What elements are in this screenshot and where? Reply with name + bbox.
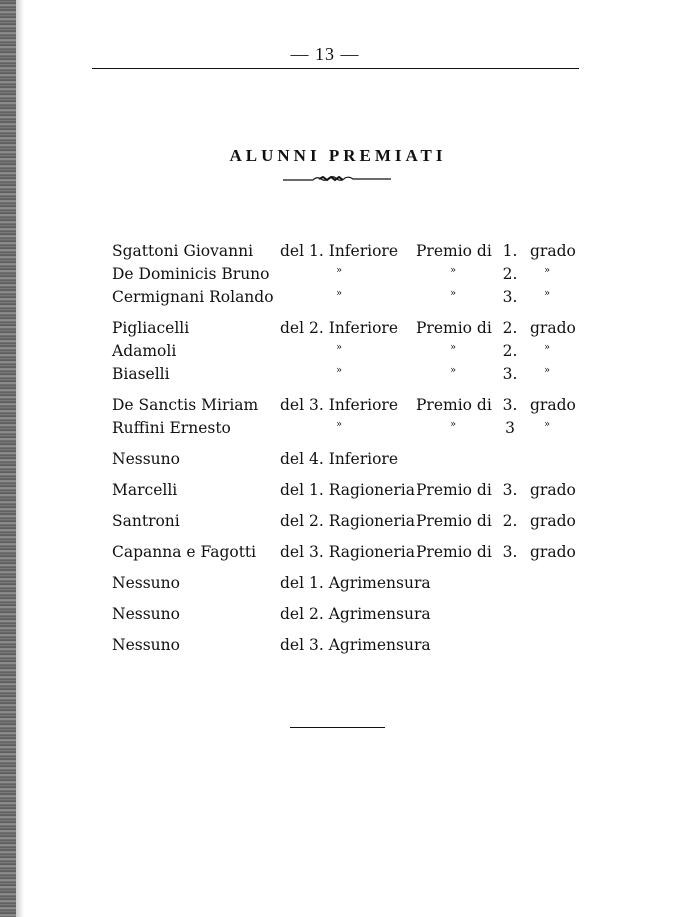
- grade-ditto-mark: »: [543, 265, 551, 276]
- student-name: Biaselli: [112, 365, 170, 383]
- class-ditto-mark: »: [336, 265, 343, 276]
- class-name: del 4. Inferiore: [280, 450, 398, 468]
- award-row: [112, 242, 592, 265]
- award-row: [112, 543, 592, 566]
- award-row: [112, 265, 592, 288]
- grade-ditto-mark: »: [543, 365, 551, 376]
- prize-ditto-mark: »: [450, 265, 457, 276]
- student-name: Nessuno: [112, 636, 180, 654]
- prize-degree: 2.: [502, 265, 518, 283]
- award-row: [112, 396, 592, 419]
- class-name: del 1. Ragioneria: [280, 481, 415, 499]
- class-ditto-mark: »: [336, 365, 343, 376]
- student-name: Nessuno: [112, 450, 180, 468]
- prize-label: Premio di: [416, 396, 492, 414]
- student-name: Marcelli: [112, 481, 178, 499]
- prize-label: Premio di: [416, 543, 492, 561]
- prize-degree: 3.: [502, 481, 518, 499]
- footer-rule: [290, 727, 385, 728]
- prize-ditto-mark: »: [450, 419, 457, 430]
- award-row: [112, 288, 592, 311]
- grade-label: grado: [530, 242, 576, 260]
- student-name: Cermignani Rolando: [112, 288, 274, 306]
- grade-label: grado: [530, 319, 576, 337]
- student-name: Nessuno: [112, 574, 180, 592]
- page-title: ALUNNI PREMIATI: [229, 146, 447, 165]
- student-name: Ruffini Ernesto: [112, 419, 231, 437]
- class-ditto-mark: »: [336, 342, 343, 353]
- prize-degree: 2.: [502, 512, 518, 530]
- prize-degree: 3: [505, 419, 515, 437]
- class-name: del 1. Inferiore: [280, 242, 398, 260]
- class-name: del 2. Inferiore: [280, 319, 398, 337]
- award-row: [112, 342, 592, 365]
- grade-label: grado: [530, 481, 576, 499]
- award-row: [112, 365, 592, 388]
- award-row: [112, 419, 592, 442]
- student-name: Capanna e Fagotti: [112, 543, 257, 561]
- prize-degree: 2.: [502, 342, 518, 360]
- class-ditto-mark: »: [336, 288, 343, 299]
- award-row: [112, 450, 592, 473]
- page-number: — 13 —: [290, 44, 360, 64]
- header-rule: [92, 68, 579, 69]
- award-row: [112, 481, 592, 504]
- class-name: del 3. Agrimensura: [280, 636, 431, 654]
- grade-label: grado: [530, 512, 576, 530]
- student-name: De Sanctis Miriam: [112, 396, 259, 414]
- prize-label: Premio di: [416, 242, 492, 260]
- class-name: del 3. Inferiore: [280, 396, 398, 414]
- prize-degree: 3.: [502, 288, 518, 306]
- prize-label: Premio di: [416, 512, 492, 530]
- grade-ditto-mark: »: [543, 342, 551, 353]
- award-row: [112, 605, 592, 628]
- prize-label: Premio di: [416, 481, 492, 499]
- decorative-flourish-icon: [283, 174, 391, 184]
- grade-ditto-mark: »: [543, 288, 551, 299]
- student-name: Nessuno: [112, 605, 180, 623]
- prize-label: Premio di: [416, 319, 492, 337]
- student-name: Santroni: [112, 512, 180, 530]
- prize-degree: 1.: [502, 242, 518, 260]
- class-name: del 2. Ragioneria: [280, 512, 415, 530]
- grade-label: grado: [530, 396, 576, 414]
- award-row: [112, 512, 592, 535]
- prize-degree: 2.: [502, 319, 518, 337]
- prize-ditto-mark: »: [450, 365, 457, 376]
- page-binding-shadow: [16, 0, 24, 917]
- student-name: Sgattoni Giovanni: [112, 242, 254, 260]
- award-row: [112, 319, 592, 342]
- prize-degree: 3.: [502, 543, 518, 561]
- page-binding-edge: [0, 0, 16, 917]
- class-ditto-mark: »: [336, 419, 343, 430]
- student-name: Pigliacelli: [112, 319, 190, 337]
- awards-list: [112, 242, 592, 659]
- prize-ditto-mark: »: [450, 288, 457, 299]
- prize-degree: 3.: [502, 396, 518, 414]
- class-name: del 1. Agrimensura: [280, 574, 431, 592]
- grade-ditto-mark: »: [543, 419, 551, 430]
- student-name: De Dominicis Bruno: [112, 265, 270, 283]
- award-row: [112, 574, 592, 597]
- class-name: del 3. Ragioneria: [280, 543, 415, 561]
- prize-ditto-mark: »: [450, 342, 457, 353]
- class-name: del 2. Agrimensura: [280, 605, 431, 623]
- student-name: Adamoli: [112, 342, 177, 360]
- award-row: [112, 636, 592, 659]
- grade-label: grado: [530, 543, 576, 561]
- prize-degree: 3.: [502, 365, 518, 383]
